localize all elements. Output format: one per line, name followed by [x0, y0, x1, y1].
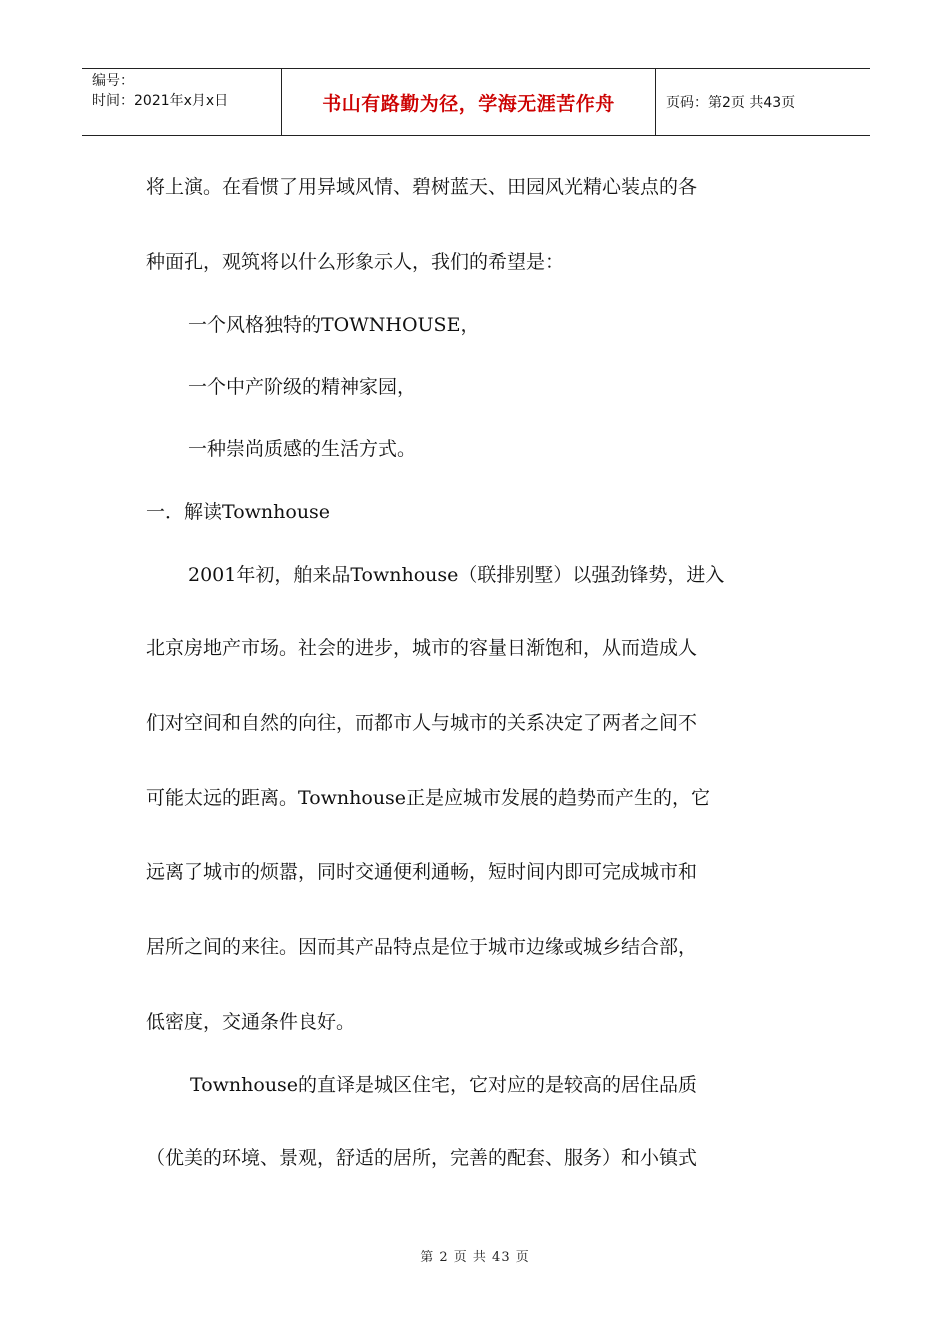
- list-item: 一个中产阶级的精神家园，: [188, 376, 417, 398]
- body-line: 北京房地产市场。社会的进步，城市的容量日渐饱和，从而造成人: [146, 637, 698, 659]
- body-line: 低密度，交通条件良好。: [146, 1011, 356, 1033]
- header-page-info: 页码：第2页 共43页: [666, 95, 796, 111]
- body-line: 们对空间和自然的向往，而都市人与城市的关系决定了两者之间不: [146, 712, 698, 734]
- body-line: 可能太远的距离。Townhouse正是应城市发展的趋势而产生的，它: [146, 787, 711, 809]
- body-line: Townhouse的直译是城区住宅，它对应的是较高的居住品质: [190, 1074, 698, 1096]
- page-header: [82, 68, 870, 136]
- body-line: 远离了城市的烦嚣，同时交通便利通畅，短时间内即可完成城市和: [146, 861, 698, 883]
- list-item: 一个风格独特的TOWNHOUSE，: [188, 314, 480, 336]
- body-line: 种面孔，观筑将以什么形象示人，我们的希望是：: [146, 251, 565, 273]
- section-heading: 一．解读Townhouse: [146, 501, 331, 523]
- header-meta-cell: [82, 69, 282, 135]
- body-line: 居所之间的来往。因而其产品特点是位于城市边缘或城乡结合部，: [146, 936, 698, 958]
- body-line: 将上演。在看惯了用异域风情、碧树蓝天、田园风光精心装点的各: [146, 176, 698, 198]
- document-date: 时间：2021年x月x日: [92, 93, 229, 109]
- body-line: （优美的环境、景观，舒适的居所，完善的配套、服务）和小镇式: [146, 1147, 698, 1169]
- header-motto: 书山有路勤为径，学海无涯苦作舟: [282, 69, 656, 135]
- document-number-label: 编号：: [92, 73, 134, 89]
- page-footer: 第 2 页 共 43 页: [420, 1250, 530, 1265]
- body-line: 2001年初，舶来品Townhouse（联排别墅）以强劲锋势，进入: [188, 564, 725, 586]
- list-item: 一种崇尚质感的生活方式。: [188, 438, 417, 460]
